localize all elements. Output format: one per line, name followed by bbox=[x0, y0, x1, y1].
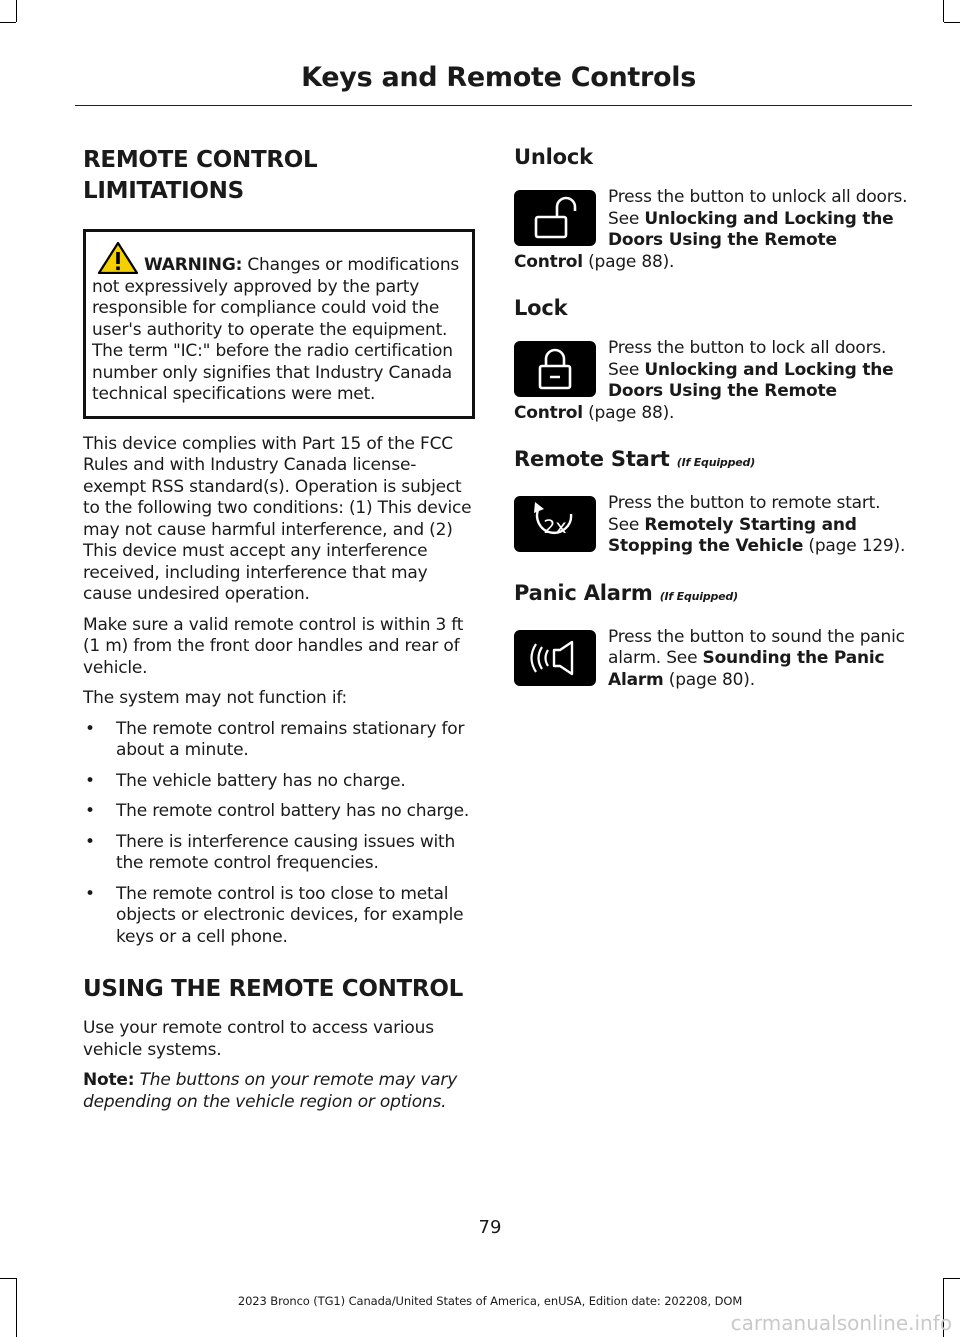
unlock-link[interactable]: Unlocking and Locking the Doors Using the Remote Control bbox=[514, 208, 894, 272]
remote-start-2x-icon bbox=[514, 496, 596, 552]
list-item: • The vehicle battery has no charge. bbox=[85, 770, 406, 791]
unlock-heading: Unlock bbox=[514, 145, 593, 169]
remote-start-description: Press the button to remote start. See Remotely Starting and Stopping the Vehicle (page 129). bbox=[608, 493, 906, 556]
heading-line: LIMITATIONS bbox=[83, 178, 244, 204]
warning-triangle-icon bbox=[98, 242, 138, 274]
list-item: • The remote control remains stationary for about a minute. bbox=[85, 718, 465, 760]
section-heading-limitations bbox=[83, 145, 475, 207]
section-heading-using-remote: USING THE REMOTE CONTROL bbox=[83, 976, 463, 1002]
svg-text:2x: 2x bbox=[543, 516, 567, 538]
crop-mark bbox=[0, 22, 16, 23]
crop-mark bbox=[943, 0, 944, 22]
unlock-icon bbox=[514, 190, 596, 246]
unlock-description: Press the button to unlock all doors. See Unlocking and Locking the Doors Using the Remote Control (page 88). bbox=[514, 187, 908, 272]
left-column bbox=[83, 145, 475, 1122]
lock-entry bbox=[514, 338, 910, 424]
remote-start-link[interactable]: Remotely Starting and Stopping the Vehicle bbox=[608, 514, 857, 556]
lock-link[interactable]: Unlocking and Locking the Doors Using the Remote Control bbox=[514, 359, 894, 423]
panic-alarm-heading: Panic Alarm (If Equipped) bbox=[514, 580, 738, 605]
page-footer: 2023 Bronco (TG1) Canada/United States of America, enUSA, Edition date: 202208, DOM bbox=[237, 1294, 743, 1308]
panic-alarm-entry bbox=[514, 627, 910, 692]
compliance-paragraph: This device complies with Part 15 of the FCC Rules and with Industry Canada license-exempt RSS standard(s). Operation is subject to the following two conditions: (1) This device may not cause harmful interference, and (2) This device must accept any interference received, including interference that may cause undesired operation. bbox=[83, 433, 472, 604]
may-not-function-paragraph: The system may not function if: bbox=[83, 688, 348, 708]
page-header-title: Keys and Remote Controls bbox=[301, 62, 696, 93]
remote-start-entry bbox=[514, 493, 910, 558]
panic-alarm-description: Press the button to sound the panic alarm. See Sounding the Panic Alarm (page 80). bbox=[608, 626, 905, 690]
warning-label: WARNING: bbox=[144, 255, 243, 275]
heading-line: REMOTE CONTROL bbox=[83, 147, 318, 173]
horn-icon bbox=[514, 630, 596, 686]
page-number: 79 bbox=[478, 1217, 502, 1238]
warning-paragraph bbox=[92, 242, 466, 406]
list-item: • The remote control battery has no charge. bbox=[85, 801, 470, 821]
lock-icon bbox=[514, 341, 596, 397]
crop-mark bbox=[0, 1278, 16, 1279]
watermark: carmanualsonline.info bbox=[730, 1311, 952, 1335]
unlock-section bbox=[514, 143, 910, 273]
lock-heading: Lock bbox=[514, 296, 568, 320]
unlock-entry bbox=[514, 187, 910, 273]
usage-paragraph: Use your remote control to access various vehicle systems. bbox=[83, 1018, 434, 1060]
crop-mark bbox=[16, 0, 17, 22]
remote-start-heading: Remote Start (If Equipped) bbox=[514, 447, 756, 471]
header-rule bbox=[75, 105, 912, 106]
limitations-list bbox=[83, 719, 475, 949]
warning-box bbox=[83, 229, 475, 419]
list-item: • There is interference causing issues with the remote control frequencies. bbox=[85, 831, 456, 873]
note-paragraph bbox=[83, 1070, 475, 1113]
crop-mark bbox=[944, 22, 960, 23]
remote-start-section bbox=[514, 445, 910, 558]
warning-text: Changes or modifications not expressively approved by the party responsible for compliance could void the user's authority to operate the equipment. The term "IC:" before the radio certification number only signifies that Industry Canada technical specifications were met. bbox=[92, 255, 460, 404]
list-item: • The remote control is too close to metal objects or electronic devices, for example keys or a cell phone. bbox=[85, 883, 464, 947]
crop-mark bbox=[944, 1278, 960, 1279]
right-column bbox=[514, 143, 910, 712]
note-text: The buttons on your remote may vary depending on the vehicle region or options. bbox=[83, 1070, 458, 1112]
range-paragraph: Make sure a valid remote control is within 3 ft (1 m) from the front door handles and rear of vehicle. bbox=[83, 614, 464, 678]
panic-alarm-section bbox=[514, 579, 910, 692]
lock-section bbox=[514, 294, 910, 424]
lock-description: Press the button to lock all doors. See Unlocking and Locking the Doors Using the Remote Control (page 88). bbox=[514, 338, 894, 423]
note-label: Note: bbox=[83, 1070, 135, 1090]
panic-alarm-link[interactable]: Sounding the Panic Alarm bbox=[608, 648, 885, 690]
